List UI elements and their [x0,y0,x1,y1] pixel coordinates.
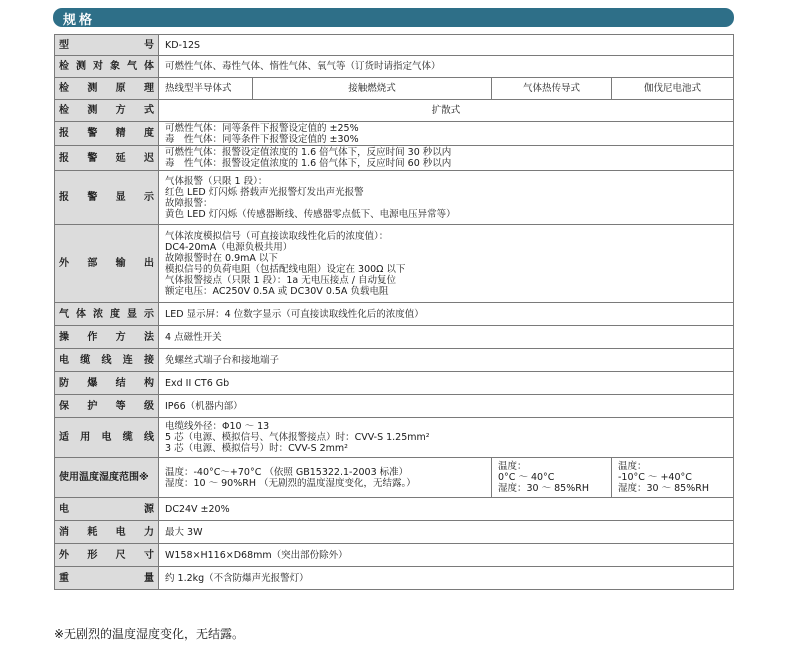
table-row [55,78,734,100]
table-row [55,56,734,78]
table-row [55,225,734,303]
row-label: 检 测 原 理 [55,78,159,100]
text-line: 湿度：30 ～ 85%RH [498,483,589,494]
row-value [159,146,734,171]
row-value: 免螺丝式端子台和接地端子 [159,349,734,372]
env-col-3 [612,458,734,498]
table-row [55,100,734,122]
text-line: -10°C ～ +40°C [618,472,692,483]
row-value: DC24V ±20% [159,498,734,521]
env-col-2 [492,458,612,498]
table-row [55,122,734,146]
text-line: 湿度：30 ～ 85%RH [618,483,709,494]
text-line: 故障报警时在 0.9mA 以下 [165,252,278,264]
row-label: 操 作 方 法 [55,326,159,349]
row-value [159,171,734,225]
principle-option: 接触燃烧式 [253,78,492,100]
row-label: 型 号 [55,35,159,56]
text-line: 黄色 LED 灯闪烁（传感器断线、传感器零点低下、电源电压异常等） [165,208,456,220]
row-value: KD-12S [159,35,734,56]
row-value: 最大 3W [159,521,734,544]
text-line: 电缆线外径：Φ10 ～ 13 [165,421,270,432]
text-line: 毒 性气体：报警设定值浓度的 1.6 倍气体下，反应时间 60 秒以内 [165,158,452,169]
text-line: 湿度：10 ～ 90%RH （无剧烈的温度湿度变化，无结露。） [165,477,416,489]
row-label: 适 用 电 缆 线 [55,418,159,458]
row-label: 保 护 等 级 [55,395,159,418]
text-line: 气体报警（只限 1 段）： [165,175,268,187]
row-value [159,225,734,303]
text-line: 气体报警接点（只限 1 段）：1a 无电压接点 / 自动复位 [165,274,396,286]
text-line: 额定电压：AC250V 0.5A 或 DC30V 0.5A 负载电阻 [165,285,389,297]
table-row [55,171,734,225]
table-row [55,418,734,458]
text-line: 红色 LED 灯闪烁 搭载声光报警灯发出声光报警 [165,186,364,198]
text-line: 3 芯（电源、模拟信号）时：CVV-S 2mm² [165,443,348,454]
row-value: LED 显示屏：4 位数字显示（可直接读取线性化后的浓度值） [159,303,734,326]
row-label: 气 体 浓 度 显 示 [55,303,159,326]
row-value: W158×H116×D68mm（突出部份除外） [159,544,734,567]
row-value: IP66（机器内部） [159,395,734,418]
footnote: ※无剧烈的温度湿度变化，无结露。 [54,627,245,641]
row-label: 外 形 尺 寸 [55,544,159,567]
row-value: Exd II CT6 Gb [159,372,734,395]
table-row [55,458,734,498]
row-label: 外 部 输 出 [55,225,159,303]
section-title: 规格 [63,13,96,28]
table-row [55,303,734,326]
text-line: 0°C ～ 40°C [498,472,555,483]
row-label: 重 量 [55,567,159,590]
text-line: 温度： [618,461,647,472]
text-line: 气体浓度模拟信号（可直接读取线性化后的浓度值）： [165,230,389,242]
row-value: 约 1.2kg（不含防爆声光报警灯） [159,567,734,590]
text-line: 可燃性气体：同等条件下报警设定值的 ±25% [165,122,359,134]
text-line: 可燃性气体：报警设定值浓度的 1.6 倍气体下，反应时间 30 秒以内 [165,147,452,158]
table-row [55,498,734,521]
text-line: 毒 性气体：同等条件下报警设定值的 ±30% [165,133,359,145]
row-label: 电 缆 线 连 接 [55,349,159,372]
principle-option: 伽伐尼电池式 [612,78,734,100]
section-header [53,8,734,27]
table-row [55,395,734,418]
env-col-1 [159,458,492,498]
principle-option: 气体热传导式 [492,78,612,100]
row-value [159,418,734,458]
table-row [55,35,734,56]
row-label: 防 爆 结 构 [55,372,159,395]
row-label: 使用温度湿度范围※ [55,458,159,498]
row-value [159,122,734,146]
row-label: 报 警 精 度 [55,122,159,146]
table-row [55,326,734,349]
text-line: 故障报警： [165,197,213,209]
table-row [55,372,734,395]
row-value: 4 点磁性开关 [159,326,734,349]
table-row [55,521,734,544]
table-row [55,567,734,590]
table-row [55,146,734,171]
row-label: 报 警 延 迟 [55,146,159,171]
text-line: 温度：-40°C～+70°C （依照 GB15322.1-2003 标准） [165,466,409,478]
spec-table [54,34,734,590]
row-label: 检 测 对 象 气 体 [55,56,159,78]
text-line: 5 芯（电源、模拟信号、气体报警接点）时：CVV-S 1.25mm² [165,432,430,443]
row-label: 报 警 显 示 [55,171,159,225]
row-label: 消 耗 电 力 [55,521,159,544]
row-value: 可燃性气体、毒性气体、惰性气体、氧气等（订货时请指定气体） [159,56,734,78]
row-label: 检 测 方 式 [55,100,159,122]
text-line: 温度： [498,461,527,472]
row-value: 扩散式 [159,100,734,122]
text-line: 模拟信号的负荷电阻（包括配线电阻）设定在 300Ω 以下 [165,263,406,275]
text-line: DC4-20mA（电源负极共用） [165,241,293,253]
table-row [55,349,734,372]
table-row [55,544,734,567]
principle-option: 热线型半导体式 [159,78,253,100]
row-label: 电 源 [55,498,159,521]
